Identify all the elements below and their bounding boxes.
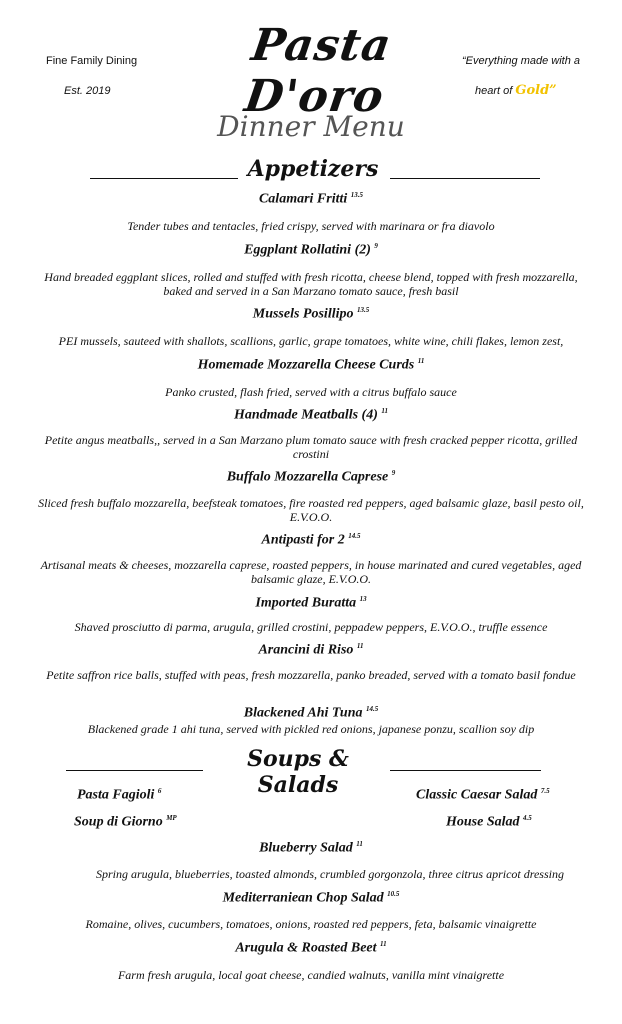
item-name: Soup di Giorno bbox=[74, 814, 163, 830]
item-description: Tender tubes and tentacles, fried crispy, served with marinara or fra diavolo bbox=[127, 219, 495, 233]
item-price: 11 bbox=[381, 407, 388, 415]
item-price: MP bbox=[166, 814, 177, 822]
menu-item-title bbox=[0, 940, 622, 957]
item-price: 14.5 bbox=[366, 705, 379, 713]
item-price: 11 bbox=[380, 940, 387, 948]
menu-item-title bbox=[0, 595, 622, 612]
heading-rule-right bbox=[390, 770, 541, 771]
item-price: 14.5 bbox=[348, 532, 361, 540]
menu-item-title bbox=[0, 242, 622, 259]
item-name: Handmade Meatballs (4) bbox=[233, 407, 378, 423]
menu-title: Dinner Menu bbox=[217, 110, 405, 143]
item-price: 9 bbox=[391, 469, 396, 477]
item-description: Petite saffron rice balls, stuffed with peas, fresh mozzarella, panko breaded, served with a tomato basil fondue bbox=[46, 668, 576, 682]
item-name: Blackened Ahi Tuna bbox=[243, 705, 363, 721]
menu-item-title bbox=[77, 787, 161, 804]
item-description: Artisanal meats & cheeses, mozzarella caprese, roasted peppers, in house marinated and cured vegetables, aged balsamic glaze, E.V.O.O. bbox=[40, 558, 582, 586]
menu-item-title bbox=[0, 191, 622, 208]
item-description: Blackened grade 1 ahi tuna, served with pickled red onions, japanese ponzu, scallion soy dip bbox=[87, 722, 535, 736]
left-tagline: Fine Family Dining bbox=[46, 55, 138, 67]
menu-item-title bbox=[74, 814, 177, 831]
gold-word: Gold” bbox=[515, 83, 557, 98]
item-name: Mussels Posillipo bbox=[252, 306, 354, 322]
item-name: Imported Buratta bbox=[255, 595, 357, 611]
item-name: House Salad bbox=[446, 814, 520, 830]
item-price: 13.5 bbox=[357, 306, 370, 314]
item-description: Sliced fresh buffalo mozzarella, beefsteak tomatoes, fire roasted red peppers, aged balsamic glaze, basil pesto oil, E.V.O.O. bbox=[38, 496, 584, 524]
menu-item-title bbox=[0, 469, 622, 486]
item-price: 11 bbox=[356, 840, 363, 848]
item-price: 9 bbox=[374, 242, 378, 250]
item-name: Antipasti for 2 bbox=[261, 532, 345, 548]
menu-item-title bbox=[0, 642, 622, 659]
item-description: Spring arugula, blueberries, toasted almonds, crumbled gorgonzola, three citrus apricot dressing bbox=[96, 867, 564, 881]
right-tagline-line1: “Everything made with a bbox=[462, 55, 580, 67]
soups-salads-heading: Soups & Salads bbox=[247, 746, 349, 798]
menu-item-title bbox=[416, 787, 550, 804]
item-price: 11 bbox=[356, 642, 364, 650]
menu-item-title bbox=[446, 814, 532, 831]
heading-rule-left bbox=[66, 770, 203, 771]
item-description: Romaine, olives, cucumbers, tomatoes, onions, roasted red peppers, feta, balsamic vinaigrette bbox=[85, 917, 537, 931]
tagline-prefix: heart of bbox=[475, 85, 513, 97]
item-price: 4.5 bbox=[523, 814, 532, 822]
item-name: Calamari Fritti bbox=[258, 191, 348, 207]
item-name: Pasta Fagioli bbox=[77, 787, 155, 803]
item-price: 11 bbox=[417, 357, 425, 365]
item-description: Farm fresh arugula, local goat cheese, candied walnuts, vanilla mint vinaigrette bbox=[117, 968, 505, 982]
item-name: Homemade Mozzarella Cheese Curds bbox=[197, 357, 415, 373]
menu-item-title bbox=[0, 306, 622, 323]
menu-item-title bbox=[0, 840, 622, 857]
item-price: 7.5 bbox=[540, 787, 550, 795]
item-description: Hand breaded eggplant slices, rolled and stuffed with fresh ricotta, cheese blend, topped with fresh mozzarella, baked and served in a San Marzano tomato sauce, fresh basil bbox=[44, 270, 578, 298]
right-tagline-line2 bbox=[475, 83, 557, 98]
heading-rule-right bbox=[390, 178, 540, 179]
item-description: Petite angus meatballs,, served in a San Marzano plum tomato sauce with fresh cracked pepper ricotta, grilled crostini bbox=[44, 433, 578, 461]
item-price: 10.5 bbox=[387, 890, 400, 898]
menu-item-title bbox=[0, 357, 622, 374]
item-price: 6 bbox=[157, 787, 162, 795]
established-date: Est. 2019 bbox=[64, 85, 111, 97]
menu-item-title bbox=[0, 890, 622, 907]
menu-item-title bbox=[0, 407, 622, 424]
item-description: Shaved prosciutto di parma, arugula, grilled crostini, peppadew peppers, E.V.O.O., truffle essence bbox=[74, 620, 548, 634]
heading-rule-left bbox=[90, 178, 238, 179]
restaurant-name: Pasta D'oro bbox=[241, 20, 395, 122]
item-name: Buffalo Mozzarella Caprese bbox=[226, 469, 389, 485]
item-name: Blueberry Salad bbox=[259, 840, 353, 856]
item-description: Panko crusted, flash fried, served with a citrus buffalo sauce bbox=[165, 385, 457, 399]
appetizers-heading: Appetizers bbox=[247, 156, 379, 182]
item-price: 13.5 bbox=[350, 191, 364, 199]
item-name: Eggplant Rollatini (2) bbox=[244, 242, 371, 258]
item-price: 13 bbox=[359, 595, 367, 603]
item-name: Mediterraniean Chop Salad bbox=[222, 890, 384, 906]
menu-item-title bbox=[0, 705, 622, 722]
item-description: PEI mussels, sauteed with shallots, scallions, garlic, grape tomatoes, white wine, chili flakes, lemon zest, bbox=[58, 334, 564, 348]
item-name: Classic Caesar Salad bbox=[416, 787, 538, 803]
menu-item-title bbox=[0, 532, 622, 549]
item-name: Arancini di Riso bbox=[258, 642, 354, 658]
item-name: Arugula & Roasted Beet bbox=[235, 940, 377, 956]
